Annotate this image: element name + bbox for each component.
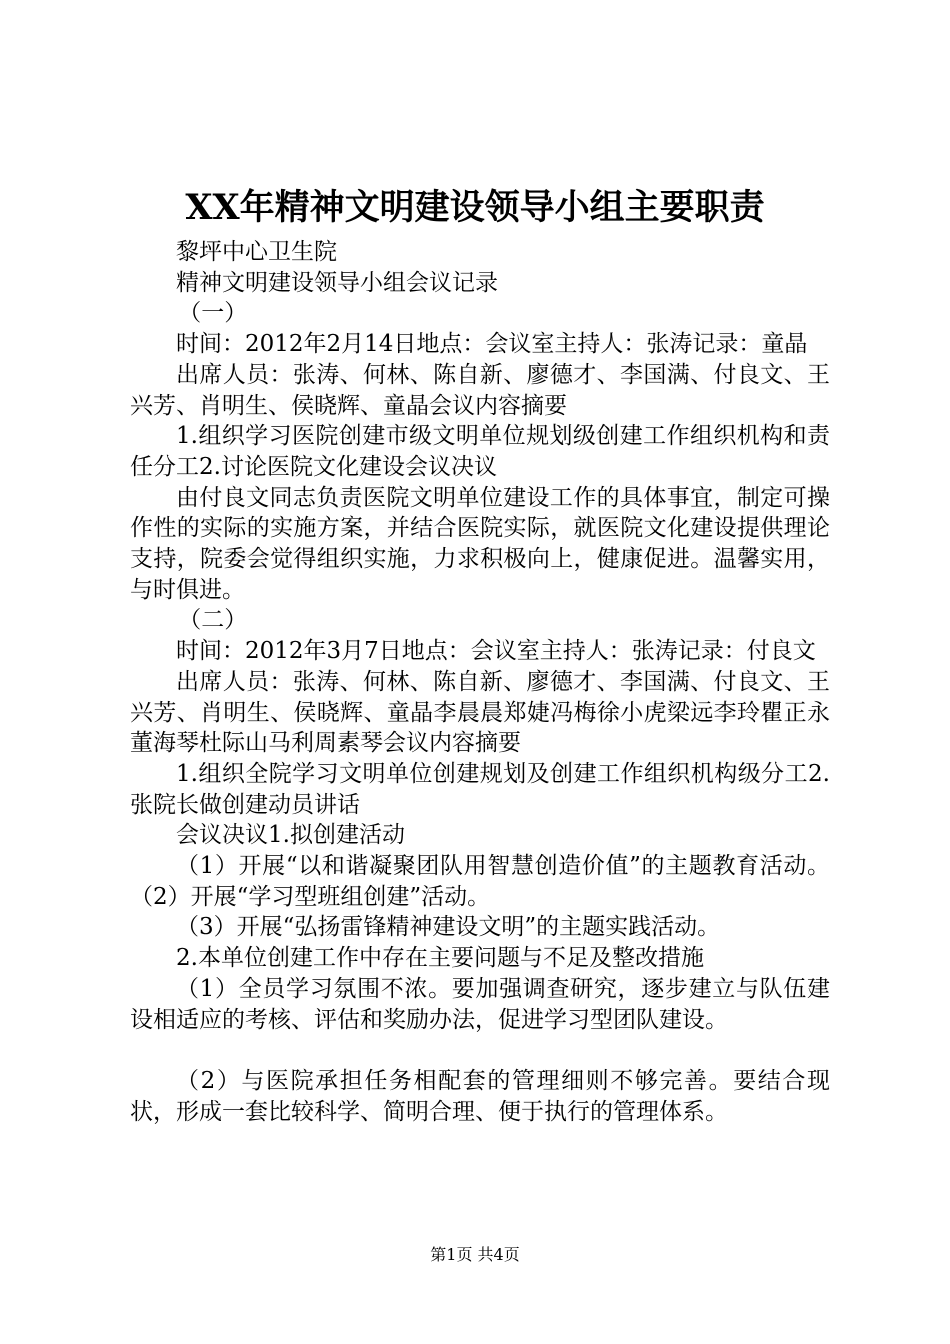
activity-1-2: （1）开展“以和谐凝聚团队用智慧创造价值”的主题教育活动。（2）开展“学习型班组创建”活动。 bbox=[130, 853, 830, 910]
problem-2: （2）与医院承担任务相配套的管理细则不够完善。要结合现状，形成一套比较科学、简明合理、便于执行的管理体系。 bbox=[130, 1067, 830, 1125]
hospital-name: 黎坪中心卫生院 bbox=[176, 239, 337, 265]
record-title: 精神文明建设领导小组会议记录 bbox=[176, 269, 498, 296]
meeting-1-attendees: 出席人员：张涛、何林、陈自新、廖德才、李国满、付良文、王兴芳、肖明生、侯晓辉、童晶会议内容摘要 bbox=[130, 361, 830, 419]
document-title: XX年精神文明建设领导小组主要职责 bbox=[185, 187, 765, 228]
meeting-2-info: 时间：2012年3月7日地点：会议室主持人：张涛记录：付良文 bbox=[176, 638, 816, 665]
meeting-1-info: 时间：2012年2月14日地点：会议室主持人：张涛记录：童晶 bbox=[176, 331, 808, 358]
meeting-2-attendees: 出席人员：张涛、何林、陈自新、廖德才、李国满、付良文、王兴芳、肖明生、侯晓辉、童晶李晨晨郑婕冯梅徐小虎梁远李玲瞿正永董海琴杜际山马利周素琴会议内容摘要 bbox=[130, 668, 830, 757]
problems-heading: 2.本单位创建工作中存在主要问题与不足及整改措施 bbox=[176, 945, 704, 972]
document-body bbox=[130, 237, 830, 1127]
section-heading-1: （一） bbox=[178, 300, 248, 327]
page-footer: 第1页 共4页 bbox=[430, 1245, 520, 1264]
meeting-2-agenda: 1.组织全院学习文明单位创建规划及创建工作组织机构级分工2.张院长做创建动员讲话 bbox=[130, 760, 830, 818]
meeting-1-resolution: 由付良文同志负责医院文明单位建设工作的具体事宜，制定可操作性的实际的实施方案，并结合医院实际，就医院文化建设提供理论支持，院委会觉得组织实施，力求积极向上，健康促进。温馨实用，与时俱进。 bbox=[130, 484, 830, 603]
problem-1: （1）全员学习氛围不浓。要加强调查研究，逐步建立与队伍建设相适应的考核、评估和奖励办法，促进学习型团队建设。 bbox=[130, 975, 830, 1033]
paragraph-gap bbox=[130, 1035, 830, 1066]
meeting-2-resolution-heading: 会议决议1.拟创建活动 bbox=[176, 822, 405, 849]
section-heading-2: （二） bbox=[178, 607, 248, 634]
activity-3: （3）开展“弘扬雷锋精神建设文明”的主题实践活动。 bbox=[176, 914, 721, 941]
meeting-1-agenda: 1.组织学习医院创建市级文明单位规划级创建工作组织机构和责任分工2.讨论医院文化建设会议决议 bbox=[130, 423, 830, 480]
